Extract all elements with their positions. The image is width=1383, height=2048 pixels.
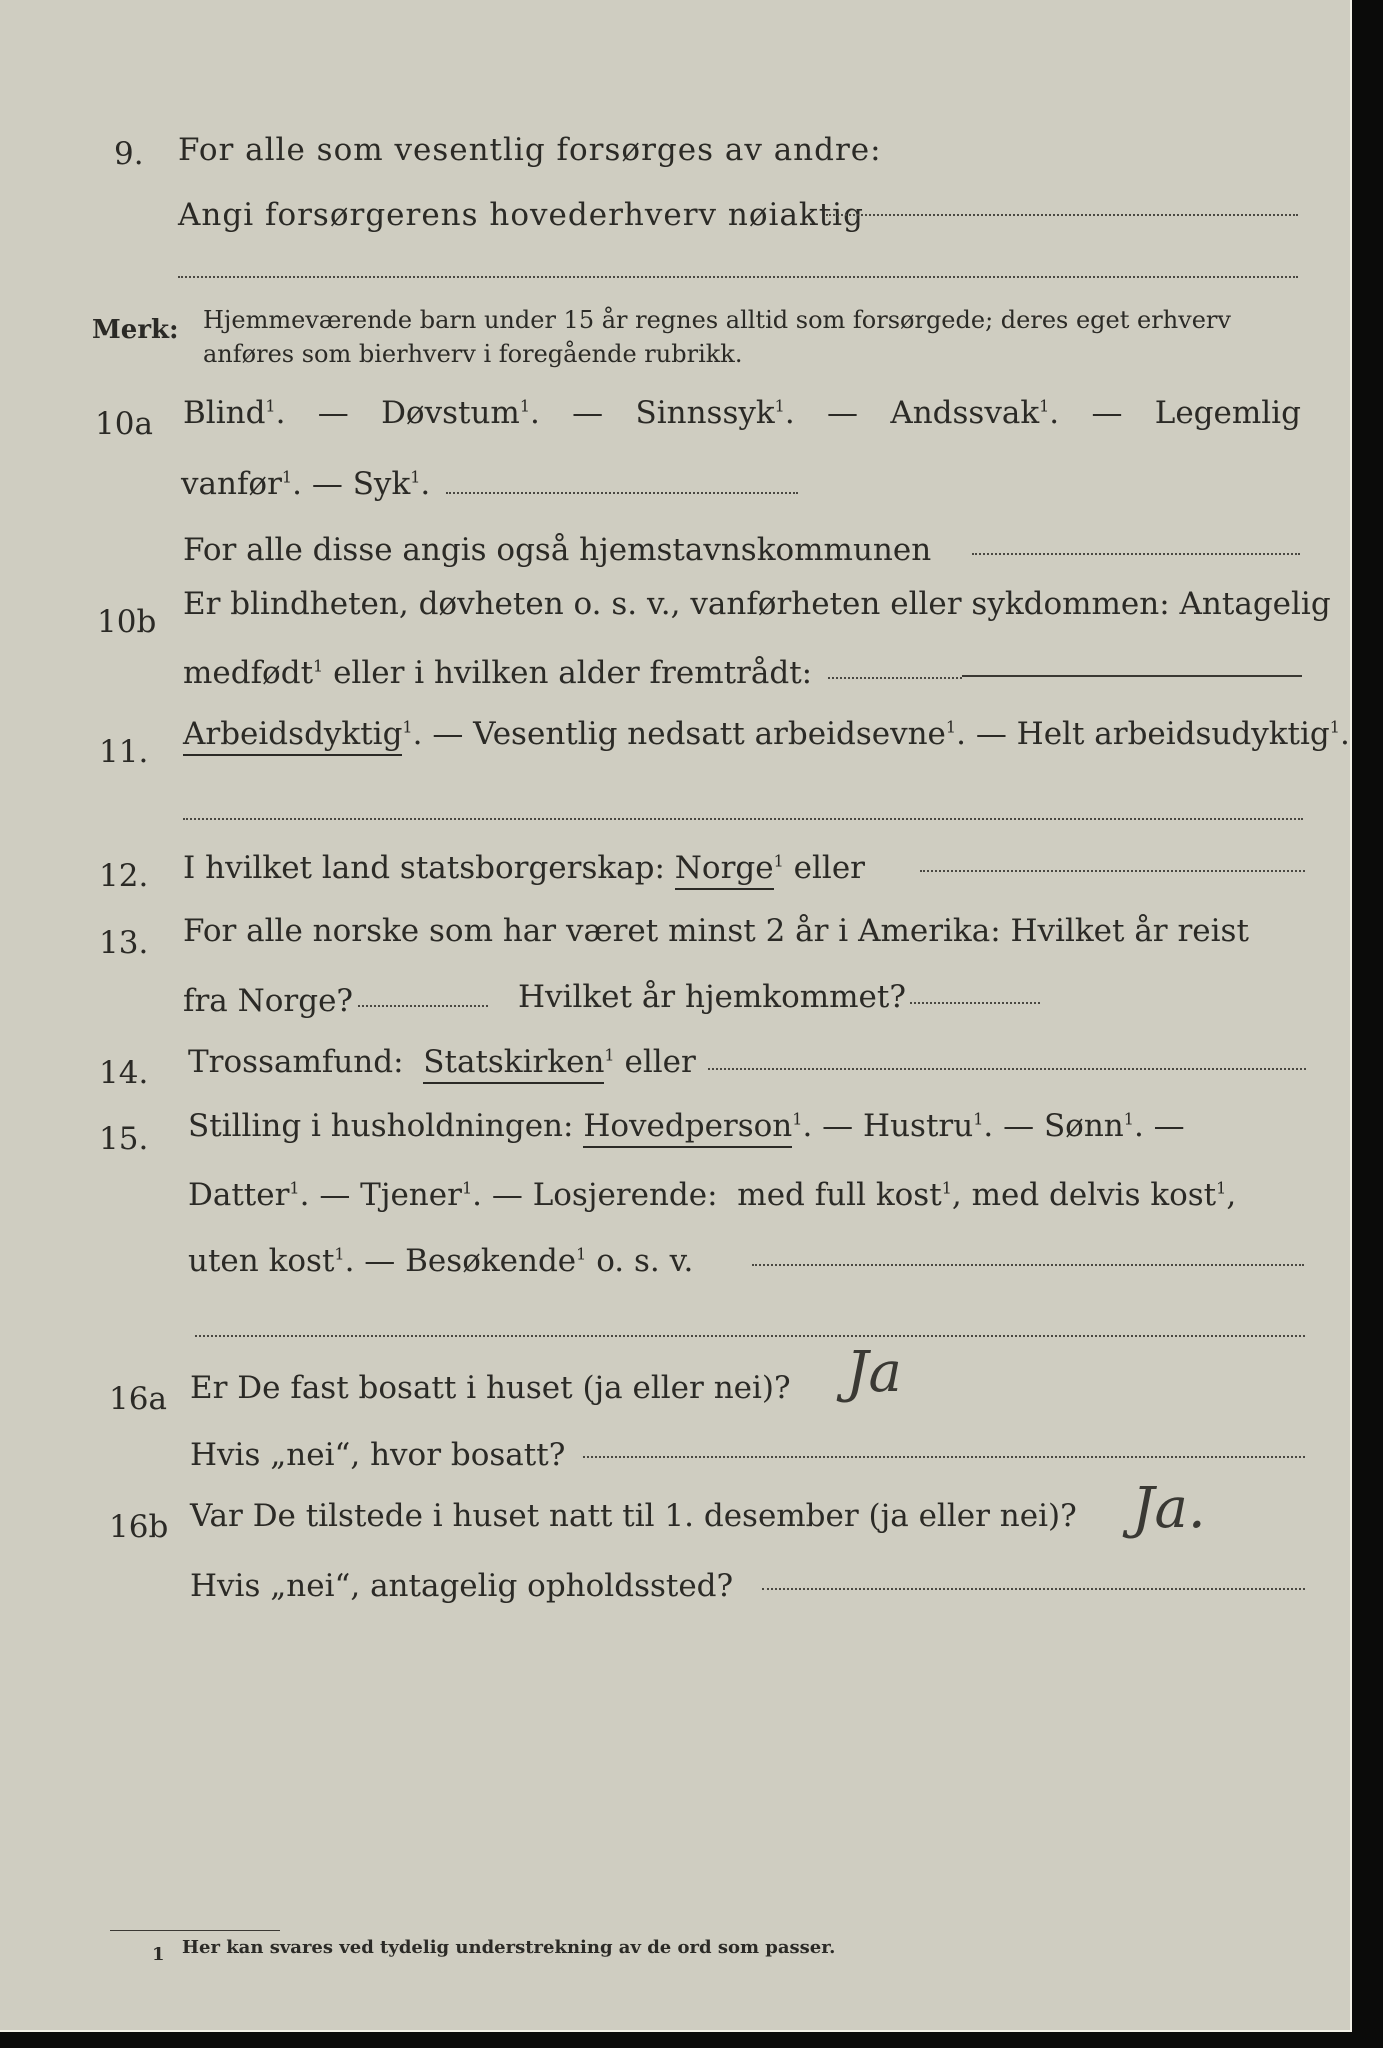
question-number: 9. — [114, 136, 144, 172]
answer-line[interactable] — [708, 1068, 1306, 1070]
note-text: Hjemmeværende barn under 15 år regnes alltid som forsørgede; deres eget erhverv — [203, 306, 1231, 334]
handwritten-answer[interactable]: Ja — [846, 1340, 902, 1405]
option-hustru[interactable]: Hustru — [863, 1108, 974, 1144]
question-text: Hvis „nei“, hvor bosatt? — [190, 1437, 566, 1473]
question-text: Hvis „nei“, antagelig opholdssted? — [190, 1568, 734, 1604]
question-number: 15. — [99, 1121, 149, 1157]
question-number: 16a — [109, 1381, 167, 1417]
answer-line[interactable] — [178, 276, 1298, 278]
question-text: Var De tilstede i huset natt til 1. desember (ja eller nei)? — [190, 1498, 1077, 1534]
note-label: Merk: — [92, 315, 179, 345]
footnote-rule — [110, 1930, 280, 1931]
answer-line[interactable] — [910, 1002, 1040, 1004]
answer-line[interactable] — [183, 818, 1303, 820]
question-number: 14. — [99, 1055, 149, 1091]
option-datter[interactable]: Datter — [188, 1177, 290, 1213]
answer-line[interactable] — [972, 553, 1300, 555]
option-med-delvis-kost[interactable]: med delvis kost — [971, 1177, 1217, 1213]
option-vanfor[interactable]: vanfør — [181, 466, 282, 502]
answer-line[interactable] — [828, 677, 962, 679]
option-dovstum[interactable]: Døvstum — [381, 395, 520, 431]
question-text: Angi forsørgerens hovederhverv nøiaktig — [178, 197, 864, 233]
option-statskirken[interactable]: Statskirken — [423, 1044, 604, 1084]
question-text: vanfør$^1$. — Syk$^1$. — [181, 466, 431, 502]
question-text: Er blindheten, døvheten o. s. v., vanførheten eller sykdommen: Antagelig — [183, 586, 1331, 622]
answer-line[interactable] — [826, 214, 1298, 216]
answer-line[interactable] — [920, 870, 1305, 872]
option-syk[interactable]: Syk — [352, 466, 411, 502]
option-nedsatt[interactable]: Vesentlig nedsatt arbeidsevne — [473, 716, 946, 752]
question-number: 11. — [99, 734, 149, 770]
option-andssvak[interactable]: Andssvak — [890, 395, 1040, 431]
option-tjener[interactable]: Tjener — [360, 1177, 462, 1213]
answer-line[interactable] — [583, 1456, 1305, 1458]
question-number: 12. — [99, 858, 149, 894]
option-norge[interactable]: Norge — [675, 850, 774, 890]
question-text: For alle som vesentlig forsørges av andre: — [178, 132, 882, 168]
note-text: anføres som bierhverv i foregående rubrikk. — [203, 340, 743, 368]
question-text: I hvilket land statsborgerskap: Norge$^1$ eller — [183, 850, 865, 886]
question-text: Hvilket år hjemkommet? — [518, 979, 906, 1015]
option-hovedperson[interactable]: Hovedperson — [583, 1108, 792, 1148]
option-med-full-kost[interactable]: med full kost — [737, 1177, 942, 1213]
option-sinnssyk[interactable]: Sinnssyk — [635, 395, 775, 431]
question-text: Datter$^1$. — Tjener$^1$. — Losjerende: med full kost$^1$, med delvis kost$^1$, — [188, 1177, 1237, 1213]
answer-line[interactable] — [962, 675, 1302, 677]
answer-line[interactable] — [358, 1005, 488, 1007]
answer-line[interactable] — [446, 492, 798, 494]
question-text: For alle norske som har været minst 2 år i Amerika: Hvilket år reist — [183, 913, 1249, 949]
answer-line[interactable] — [762, 1588, 1305, 1590]
question-text: For alle disse angis også hjemstavnskommunen — [183, 532, 932, 568]
question-text: fra Norge? — [183, 983, 354, 1019]
option-legemlig[interactable]: Legemlig — [1154, 395, 1301, 431]
question-number: 13. — [99, 925, 149, 961]
option-blind[interactable]: Blind — [183, 395, 266, 431]
option-besokende[interactable]: Besøkende — [405, 1243, 577, 1279]
option-uten-kost[interactable]: uten kost — [188, 1243, 335, 1279]
answer-line[interactable] — [752, 1264, 1304, 1266]
footnote-text: Her kan svares ved tydelig understrekning av de ord som passer. — [182, 1937, 836, 1958]
question-number: 10a — [95, 406, 153, 442]
question-text: Trossamfund: Statskirken$^1$ eller — [188, 1044, 696, 1080]
option-sonn[interactable]: Sønn — [1043, 1108, 1124, 1144]
option-losjerende[interactable]: Losjerende: — [532, 1177, 718, 1213]
question-text: Blind$^1$. — Døvstum$^1$. — Sinnssyk$^1$. — Andssvak$^1$. — Legemlig — [183, 395, 1301, 431]
question-text: Arbeidsdyktig$^1$. — Vesentlig nedsatt arbeidsevne$^1$. — Helt arbeidsudyktig$^1$. — [183, 716, 1350, 752]
question-text: Stilling i husholdningen: Hovedperson$^1$. — Hustru$^1$. — Sønn$^1$. — — [188, 1108, 1185, 1144]
question-text: uten kost$^1$. — Besøkende$^1$ o. s. v. — [188, 1243, 694, 1279]
option-medfodt[interactable]: medfødt — [183, 655, 314, 691]
question-number: 16b — [109, 1509, 169, 1545]
question-number: 10b — [97, 604, 157, 640]
answer-line[interactable] — [195, 1335, 1305, 1337]
option-arbeidsdyktig[interactable]: Arbeidsdyktig — [183, 716, 402, 756]
option-udyktig[interactable]: Helt arbeidsudyktig — [1016, 716, 1330, 752]
question-text: medfødt$^1$ eller i hvilken alder fremtrådt: — [183, 655, 813, 691]
footnote-mark: 1 — [152, 1944, 165, 1965]
question-text: Er De fast bosatt i huset (ja eller nei)? — [190, 1370, 791, 1406]
handwritten-answer[interactable]: Ja. — [1132, 1476, 1206, 1541]
